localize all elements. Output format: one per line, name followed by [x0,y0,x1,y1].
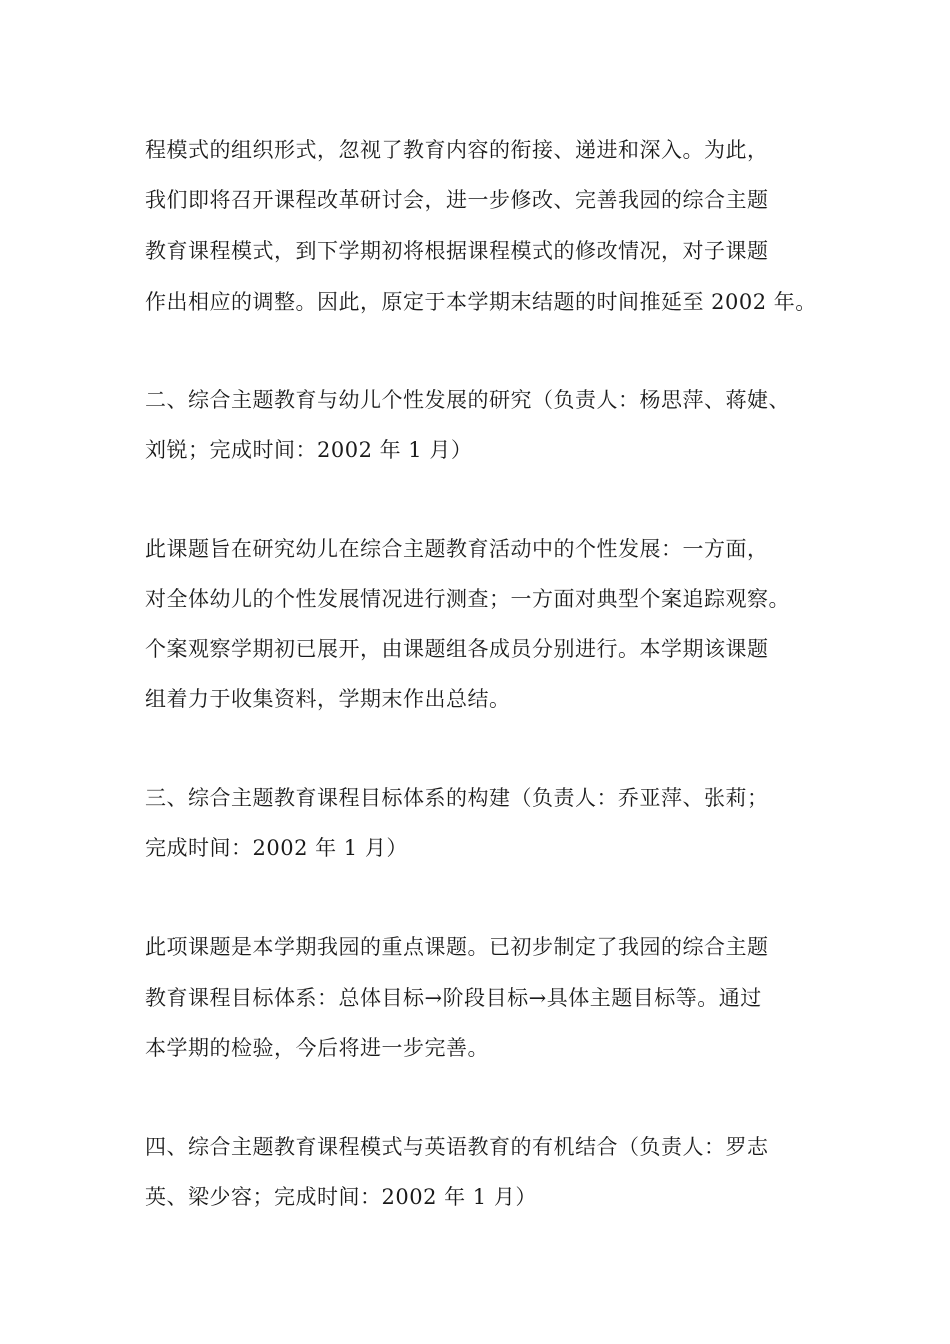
paragraph-line: 教育课程模式，到下学期初将根据课程模式的修改情况，对子课题 [145,239,769,263]
section-heading-2-cont: 刘锐；完成时间：2002 年 1 月） [145,438,473,462]
paragraph-line: 个案观察学期初已展开，由课题组各成员分别进行。本学期该课题 [145,637,769,661]
paragraph-line: 我们即将召开课程改革研讨会，进一步修改、完善我园的综合主题 [145,188,769,212]
paragraph-line: 组着力于收集资料，学期末作出总结。 [145,687,511,711]
section-heading-4-cont: 英、梁少容；完成时间：2002 年 1 月） [145,1185,537,1209]
paragraph-line: 程模式的组织形式，忽视了教育内容的衔接、递进和深入。为此， [145,138,769,162]
paragraph-line: 作出相应的调整。因此，原定于本学期末结题的时间推延至 2002 年。 [145,290,817,314]
section-heading-3: 三、综合主题教育课程目标体系的构建（负责人：乔亚萍、张莉； [145,786,769,810]
section-heading-4: 四、综合主题教育课程模式与英语教育的有机结合（负责人：罗志 [145,1135,769,1159]
section-heading-2: 二、综合主题教育与幼儿个性发展的研究（负责人：杨思萍、蒋婕、 [145,388,790,412]
paragraph-line: 本学期的检验，今后将进一步完善。 [145,1036,489,1060]
paragraph-line: 教育课程目标体系：总体目标→阶段目标→具体主题目标等。通过 [145,986,762,1010]
paragraph-line: 此课题旨在研究幼儿在综合主题教育活动中的个性发展：一方面， [145,537,769,561]
paragraph-line: 此项课题是本学期我园的重点课题。已初步制定了我园的综合主题 [145,935,769,959]
paragraph-line: 对全体幼儿的个性发展情况进行测查；一方面对典型个案追踪观察。 [145,587,790,611]
section-heading-3-cont: 完成时间：2002 年 1 月） [145,836,408,860]
